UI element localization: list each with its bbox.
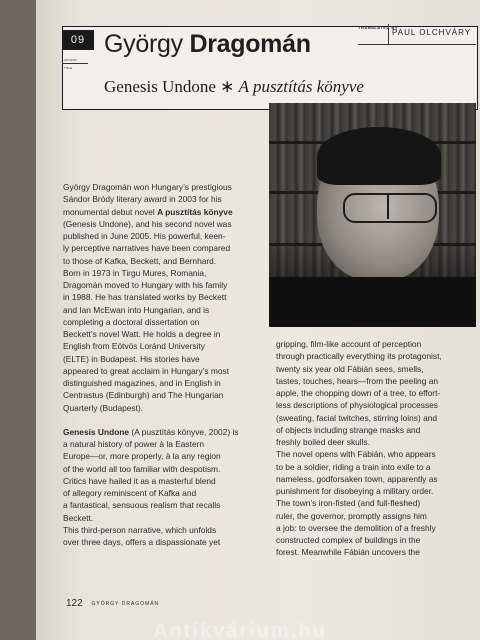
- text-line: Sándor Bródy literary award in 2003 for his: [63, 194, 222, 205]
- translator-divider-vertical: [388, 24, 389, 44]
- text-line: (Genesis Undone), and his second novel was: [63, 218, 232, 229]
- author-photo: [269, 103, 476, 327]
- text-line: Centrastus (Edinburgh) and The Hungarian: [63, 390, 224, 401]
- text-line: of the world all too familiar with despotism.: [63, 463, 221, 474]
- footer-author-name: GYÖRGY DRAGOMÁN: [91, 601, 160, 607]
- text-line: distinguished magazines, and in English in: [63, 378, 221, 388]
- text-line: forest. Meanwhile Fábián uncovers the: [276, 547, 420, 558]
- text-line: published in June 2005. His powerful, keen-: [63, 231, 226, 241]
- text-line: The novel opens with Fábián, who appears: [276, 449, 436, 460]
- text-line: Born in 1973 in Tirgu Mures, Romania,: [63, 267, 207, 278]
- text-line: of objects including strange masks and: [276, 424, 421, 435]
- text-line: and Ian McEwan into Hungarian, and is: [63, 304, 210, 315]
- text-line: tastes, touches, hears—from the peeling an: [276, 375, 439, 386]
- author-last-name: Dragomán: [189, 30, 311, 58]
- text-line: (sweating, facial twitches, stirring loins) and: [276, 412, 438, 423]
- text-line: freshly boiled deer skulls.: [276, 437, 371, 447]
- text-line: English from Eötvös Loránd University: [63, 341, 205, 352]
- author-name: [104, 30, 311, 59]
- title-tiny-label: TITLE: [64, 66, 73, 70]
- glasses-shape: [343, 193, 437, 223]
- portrait-hair: [317, 127, 441, 185]
- text-line: constructed complex of buildings in the: [276, 535, 421, 545]
- text-line: to those of Kafka, Beckett, and Bernhard.: [63, 255, 217, 266]
- text-line: gripping, film-like account of perception: [276, 339, 422, 349]
- translated-by-label: TRANSLATED BY: [358, 25, 398, 30]
- text-line: Critics have hailed it as a masterful blend: [63, 475, 216, 486]
- text-line: This third-person narrative, which unfolds: [63, 524, 217, 535]
- text-line: nameless, godforsaken town, apparently as: [276, 473, 438, 484]
- label-divider: [62, 63, 88, 64]
- text-line: twenty six year old Fábián sees, smells,: [276, 363, 424, 374]
- text-line: (ELTE) in Budapest. His stories have: [63, 353, 200, 364]
- text-line: apple, the chopping down of a tree, to effort-: [276, 388, 441, 398]
- author-tiny-label: AUTHOR: [64, 58, 77, 62]
- portrait-shirt: [269, 277, 476, 327]
- text-line: monumental debut novel A pusztítás könyve: [63, 206, 233, 217]
- text-line: punishment for disobeying a military order.: [276, 486, 434, 496]
- text-line: [63, 414, 273, 426]
- book-title-english: Genesis Undone: [104, 77, 216, 96]
- text-line: Dragomán moved to Hungary with his family: [63, 280, 228, 290]
- text-line: through practically everything its protagonist,: [276, 351, 442, 362]
- text-line: in 1988. He has translated works by Beckett: [63, 292, 227, 303]
- text-line: a job: to oversee the demolition of a freshly: [276, 522, 436, 533]
- page-footer: [66, 598, 159, 609]
- text-line: Beckett.: [63, 512, 94, 523]
- text-line: ruler, the governor, promptly assigns him: [276, 510, 427, 521]
- magazine-page: [36, 0, 480, 640]
- text-line: over three days, offers a dispassionate yet: [63, 537, 221, 547]
- text-line: ly perceptive narratives have been compared: [63, 243, 231, 254]
- text-line: Europe—or, more properly, à la any region: [63, 451, 221, 462]
- text-line: appeared to great acclaim in Hungary’s most: [63, 365, 230, 376]
- translator-divider: [358, 44, 476, 45]
- title-separator: ∗: [220, 77, 235, 96]
- text-line: Genesis Undone (A pusztítás könyve, 2002) is: [63, 426, 239, 437]
- text-line: less descriptions of physiological processes: [276, 400, 438, 411]
- text-line: a fantastical, sensuous realism that recalls: [63, 500, 221, 511]
- translator-name: PAUL OLCHVÁRY: [392, 28, 472, 37]
- text-line: of allegory reminiscent of Kafka and: [63, 488, 197, 498]
- text-line: to be a soldier, riding a train into exile to a: [276, 461, 431, 472]
- author-first-name: György: [104, 30, 183, 58]
- text-column-left: [63, 181, 273, 548]
- text-column-right: [276, 338, 474, 559]
- text-line: György Dragomán won Hungary’s prestigious: [63, 182, 232, 192]
- text-line: completing a doctoral dissertation on: [63, 316, 200, 327]
- book-title-hungarian: A pusztítás könyve: [238, 77, 364, 96]
- book-title: [104, 77, 364, 97]
- watermark: Antikvárium.hu: [153, 622, 327, 640]
- text-line: Quarterly (Budapest).: [63, 402, 144, 413]
- section-number: 09: [62, 30, 94, 50]
- text-line: a natural history of power à la Eastern: [63, 439, 205, 449]
- page-number: 122: [66, 598, 83, 609]
- text-line: Beckett’s novel Watt. He holds a degree in: [63, 329, 221, 339]
- text-line: The town’s iron-fisted (and full-fleshed): [276, 498, 421, 509]
